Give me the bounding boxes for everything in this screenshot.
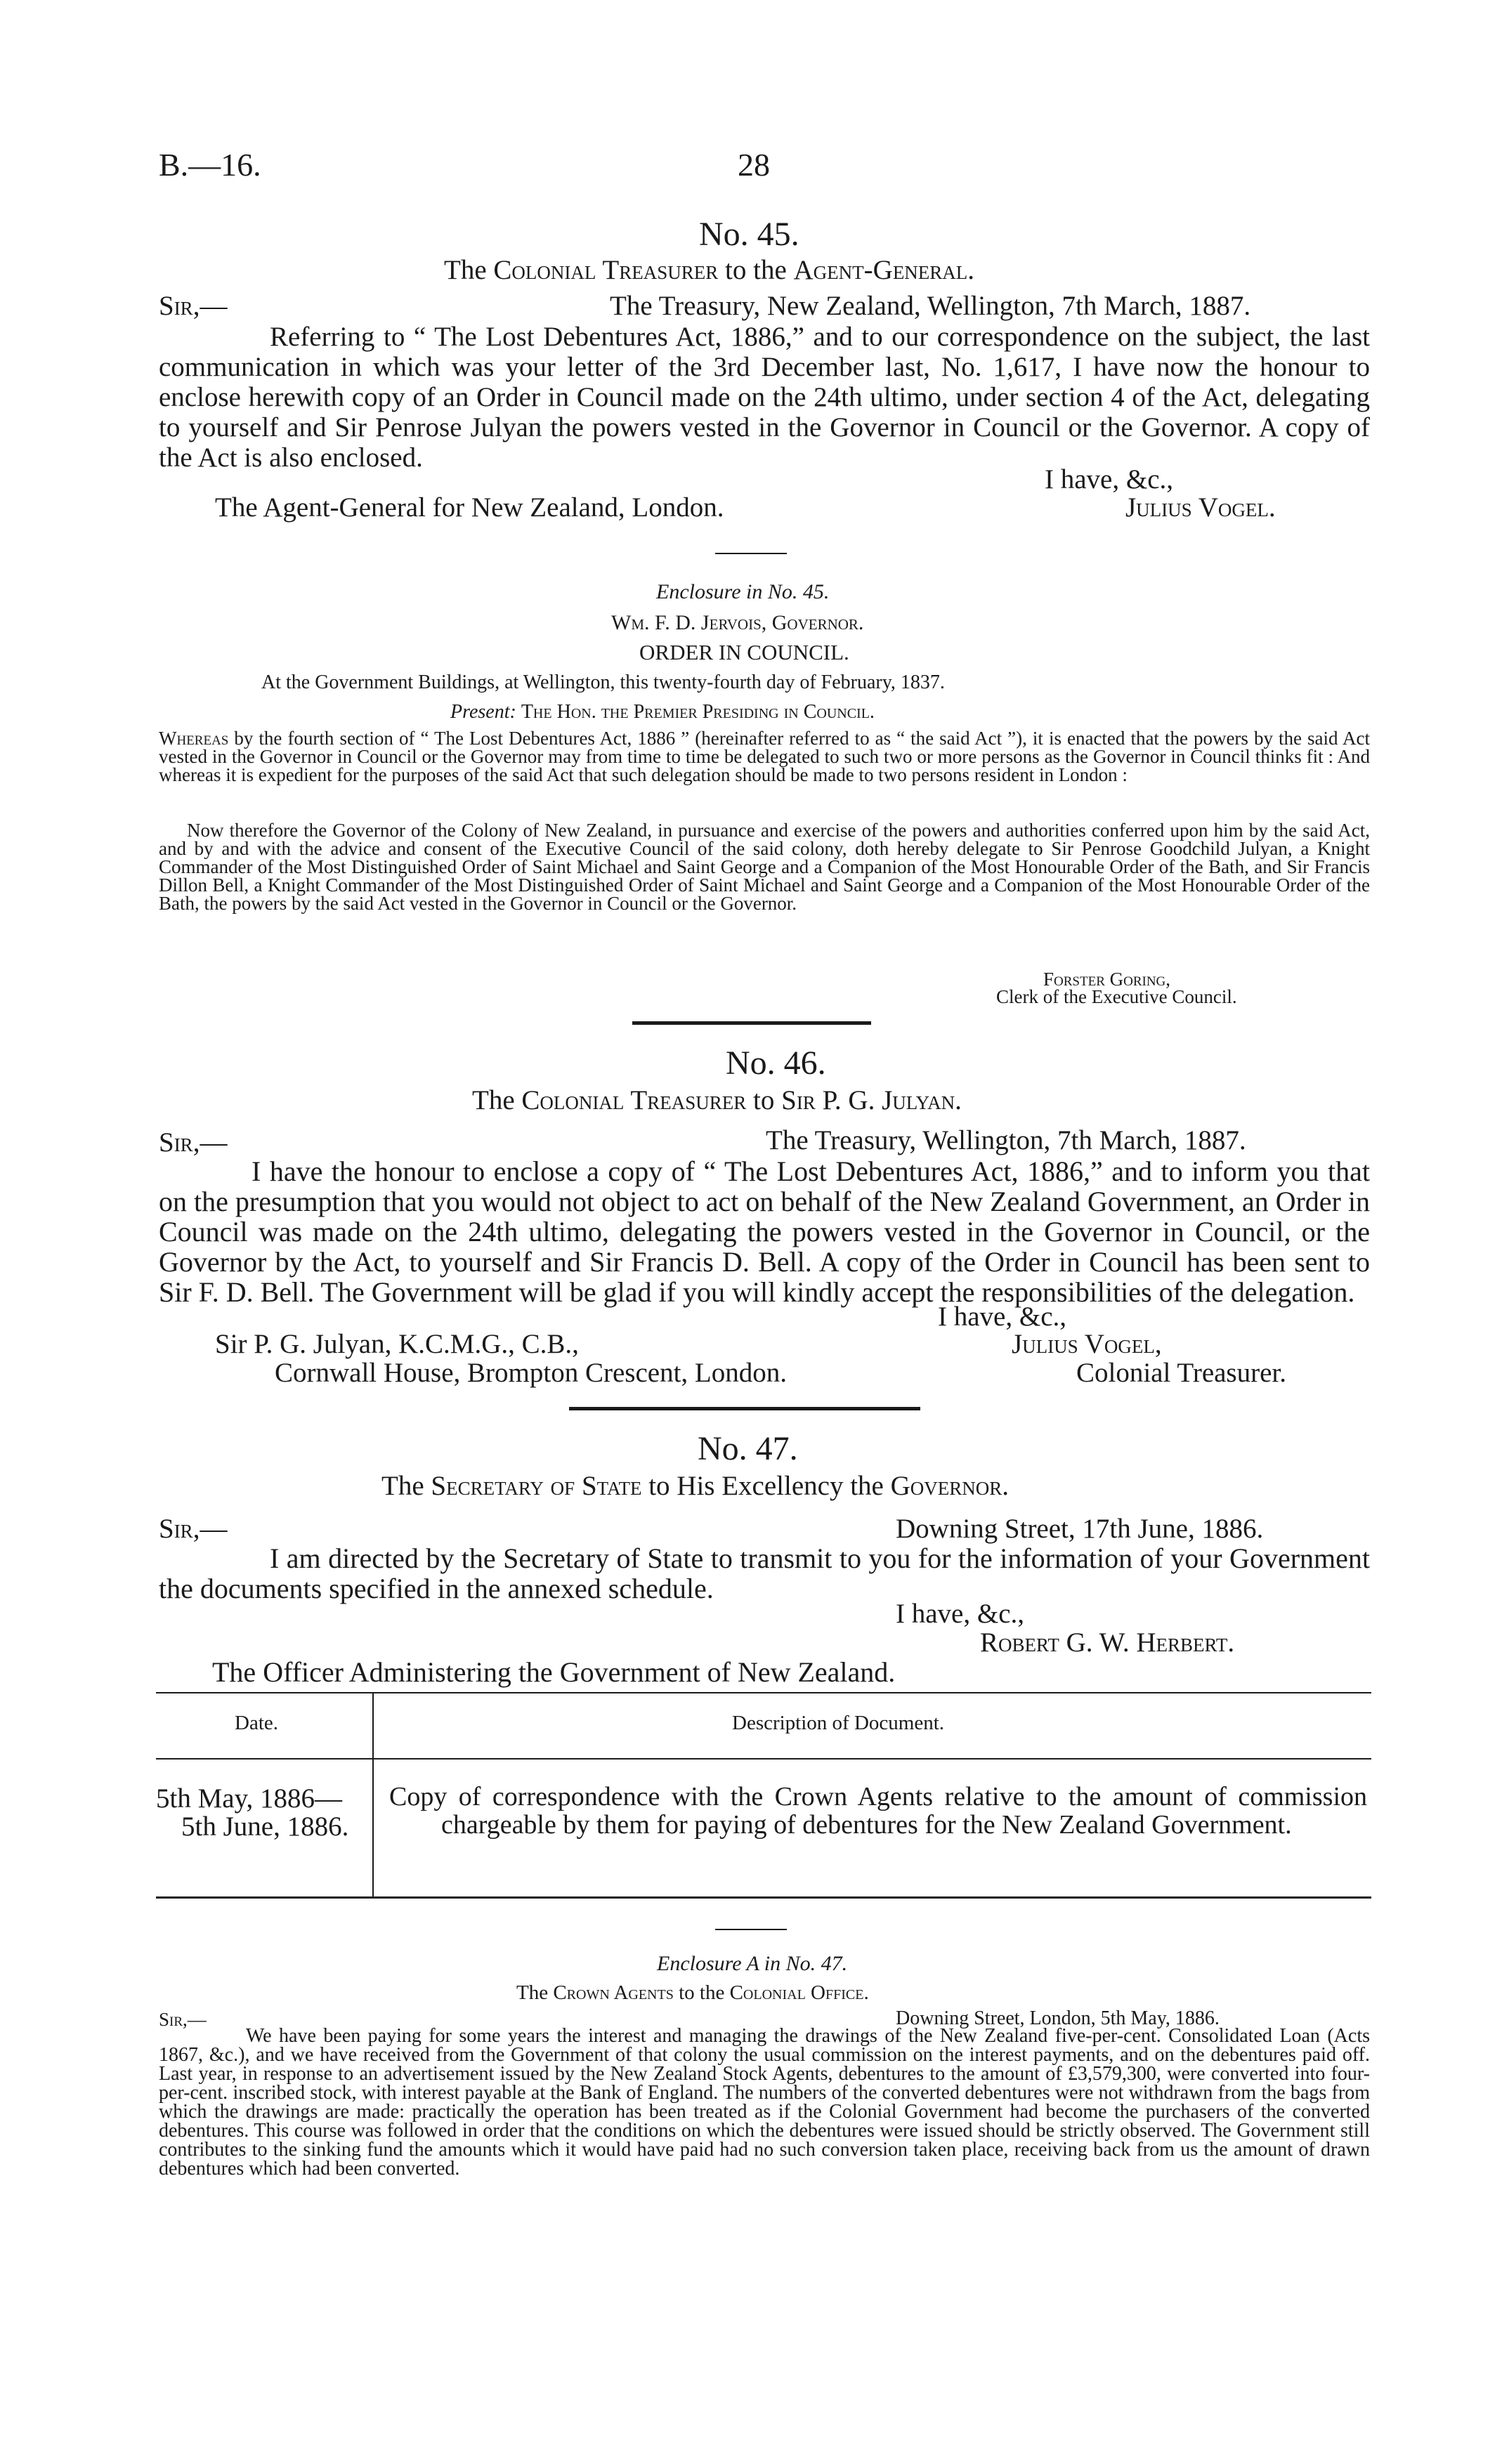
no45-salutation: Sir,—: [159, 291, 228, 321]
no46-address: The Treasury, Wellington, 7th March, 1887.: [766, 1125, 1246, 1155]
encA47-title-from: Crown Agents: [553, 1981, 674, 2004]
enc45-place: At the Government Buildings, at Wellington, this twenty-fourth day of February, 1837.: [261, 671, 945, 693]
enc45-signer: Forster Goring,: [1043, 969, 1171, 990]
encA47-salutation: Sir,—: [159, 2009, 207, 2030]
table-cell-description: Copy of correspondence with the Crown Agents relative to the amount of commission chargeable by them for paying of debentures for the New Zealand Government.: [389, 1782, 1367, 1840]
no45-addressee: The Agent-General for New Zealand, London.: [215, 492, 724, 523]
no45-title: [444, 254, 974, 286]
table-column-divider: [372, 1693, 374, 1897]
enc45-present-text: The Hon. the Premier Presiding in Council.: [521, 701, 875, 723]
page-number: 28: [738, 147, 770, 183]
no45-body: Referring to “ The Lost Debentures Act, 1886,” and to our correspondence on the subject, the last communication in which was your letter of the 3rd December last, No. 1,617, I have now the honour to enclose herewith copy of an Order in Council made on the 24th ultimo, under section 4 of the Act, delegating to yourself and Sir Penrose Julyan the powers vested in the Governor in Council or the Governor. A copy of the Act is also enclosed.: [159, 322, 1370, 473]
encA47-title-mid: to the: [673, 1981, 730, 2004]
encA47-body: We have been paying for some years the interest and managing the drawings of the New Zealand five-per-cent. Consolidated Loan (Acts 1867, &c.), and we have received from the Government of that colony the usual commission on the interest payments, and on the debentures paid off. Last year, in response to an advertisement issued by the New Zealand Stock Agents, debentures to the amount of £3,579,300, were converted into four-per-cent. inscribed stock, with interest payable at the Bank of England. The numbers of the converted debentures were not withdrawn from the bags from which the drawings are made: practically the operation has been treated as if the Colonial Government had become the purchasers of the converted debentures. This course was followed in order that the conditions on which the debentures were issued should be strictly observed. The Government still contributes to the sinking fund the amounts which it would have paid had no such conversion taken place, receiving back from us the amount of drawn debentures which had been converted.: [159, 2025, 1370, 2180]
enc45-p1-text: by the fourth section of “ The Lost Debentures Act, 1886 ” (hereinafter referred to as “ the said Act ”), it is enacted that the powers by the said Act vested in the Governor in Council or the Governor may from time to time be delegated to such two or more persons as the Governor in Council thinks fit : And whereas it is expedient for the purposes of the said Act that such delegation should be made to two persons resident in London :: [159, 728, 1370, 785]
enc45-paragraph-1: [159, 729, 1370, 784]
table-cell-date-1: 5th May, 1886—: [156, 1783, 343, 1814]
no46-title-to: Sir P. G. Julyan.: [781, 1085, 962, 1115]
table-header-date: Date.: [235, 1712, 278, 1734]
encA47-title-to: Colonial Office.: [729, 1981, 869, 2004]
enc45-present: [450, 701, 875, 723]
no46-body: I have the honour to enclose a copy of “ The Lost Debentures Act, 1886,” and to inform you that on the presumption that you would not object to act on behalf of the New Zealand Government, an Order in Council was made on the 24th ultimo, delegating the powers vested in the Governor in Council, or the Governor by the Act, to yourself and Sir Francis D. Bell. A copy of the Order in Council has been sent to Sir F. D. Bell. The Government will be glad if you will kindly accept the responsibilities of the delegation.: [159, 1155, 1370, 1308]
no45-title-mid: to the: [718, 255, 794, 285]
encA47-address: Downing Street, London, 5th May, 1886.: [896, 2007, 1220, 2029]
no45-address: The Treasury, New Zealand, Wellington, 7th March, 1887.: [610, 291, 1251, 321]
no47-title-to: Governor.: [890, 1471, 1010, 1501]
separator-rule: [715, 553, 787, 554]
no45-title-pre: The: [444, 255, 494, 285]
separator-rule: [715, 1929, 787, 1930]
no46-title-mid: to: [746, 1085, 782, 1115]
no46-addressee-1: Sir P. G. Julyan, K.C.M.G., C.B.,: [215, 1329, 579, 1359]
no45-title-to: Agent-General.: [793, 255, 975, 285]
no45-closing: I have, &c.,: [1045, 464, 1174, 494]
no47-heading: No. 47.: [698, 1430, 798, 1467]
table-header-description: Description of Document.: [732, 1712, 945, 1734]
no46-heading: No. 46.: [726, 1044, 826, 1082]
series-number: B.—16.: [159, 147, 261, 183]
no47-title: [381, 1470, 1009, 1502]
enc45-signer-title: Clerk of the Executive Council.: [996, 986, 1237, 1007]
no46-title-from: Colonial Treasurer: [521, 1085, 747, 1115]
no46-salutation: Sir,—: [159, 1127, 228, 1158]
no46-title-pre: The: [472, 1085, 522, 1115]
no46-addressee-2: Cornwall House, Brompton Crescent, London.: [275, 1358, 787, 1388]
no45-signature: Julius Vogel.: [1125, 492, 1276, 523]
table-top-rule: [156, 1692, 1371, 1693]
enc45-label: Enclosure in No. 45.: [656, 580, 830, 603]
no47-title-pre: The: [381, 1471, 431, 1501]
no46-signature: Julius Vogel,: [1012, 1329, 1162, 1359]
no47-address: Downing Street, 17th June, 1886.: [896, 1514, 1264, 1544]
enc45-order-title: ORDER IN COUNCIL.: [639, 640, 849, 664]
encA47-title-pre: The: [516, 1981, 554, 2004]
no47-body: I am directed by the Secretary of State to transmit to you for the information of your Government the documents specified in the annexed schedule.: [159, 1542, 1370, 1604]
separator-rule-thick: [569, 1407, 920, 1410]
separator-rule-thick: [632, 1021, 871, 1025]
no47-title-from: Secretary of State: [431, 1471, 642, 1501]
table-bottom-rule: [156, 1896, 1371, 1899]
no45-heading: No. 45.: [699, 216, 799, 253]
no46-closing: I have, &c.,: [938, 1302, 1067, 1332]
no47-signature: Robert G. W. Herbert.: [980, 1627, 1235, 1658]
table-cell-date-2: 5th June, 1886.: [181, 1811, 349, 1842]
no46-signature-title: Colonial Treasurer.: [1076, 1358, 1286, 1388]
enc45-governor: Wm. F. D. Jervois, Governor.: [611, 611, 864, 634]
no47-closing: I have, &c.,: [896, 1599, 1025, 1629]
enc45-present-label: Present:: [450, 701, 516, 723]
no47-salutation: Sir,—: [159, 1514, 228, 1544]
encA47-label: Enclosure A in No. 47.: [657, 1952, 848, 1975]
enc45-paragraph-2: Now therefore the Governor of the Colony of New Zealand, in pursuance and exercise of the powers and authorities conferred upon him by the said Act, and by and with the advice and consent of the Executive Council of the said colony, doth hereby delegate to Sir Penrose Goodchild Julyan, a Knight Commander of the Most Distinguished Order of Saint Michael and Saint George and a Companion of the Most Honourable Order of the Bath, and Sir Francis Dillon Bell, a Knight Commander of the Most Distinguished Order of Saint Michael and Saint George and a Companion of the Most Honourable Order of the Bath, the powers by the said Act vested in the Governor in Council or the Governor.: [159, 820, 1370, 914]
no47-addressee: The Officer Administering the Government of New Zealand.: [212, 1656, 896, 1688]
no47-title-mid: to His Excellency the: [641, 1471, 891, 1501]
no45-title-from: Colonial Treasurer: [493, 255, 719, 285]
table-header-rule: [156, 1758, 1371, 1759]
encA47-title: [516, 1981, 869, 2005]
enc45-whereas: Whereas: [159, 728, 229, 749]
no46-title: [472, 1084, 962, 1116]
